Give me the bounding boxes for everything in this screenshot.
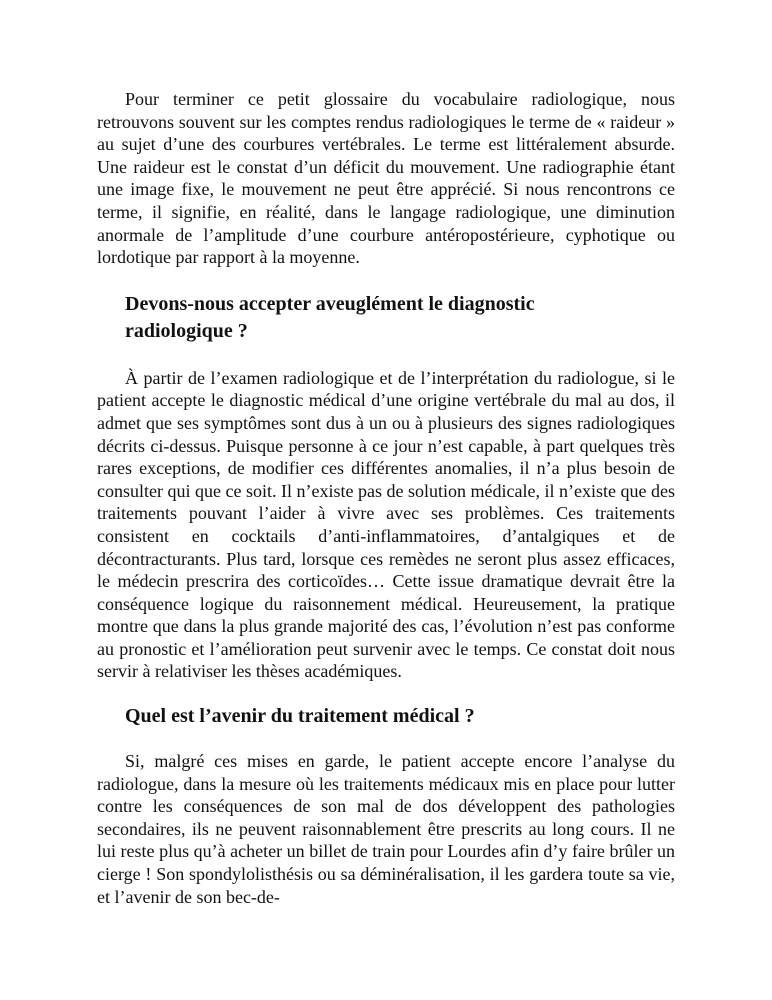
section-heading: Quel est l’avenir du traitement médical ? — [125, 705, 475, 728]
body-paragraph: À partir de l’examen radiologique et de l’interprétation du radiologue, si le patient accepte le diagnostic médical d’une origine vertébrale du mal au dos, il admet que ses symptômes sont dus à un ou à plusieurs des signes radiologiques décrits ci-dessus. Puisque personne à ce jour n’est capable, à part quelques très rares exceptions, de modifier ces différentes anomalies, il n’a plus besoin de consulter qui que ce soit. Il n’existe pas de solution médicale, il n’existe que des traitements pouvant l’aider à vivre avec ses problèmes. Ces traitements consistent en cocktails d’anti-inflammatoires, d’antalgiques et de décontracturants. Plus tard, lorsque ces remèdes ne seront plus assez efficaces, le médecin prescrira des corticoïdes… Cette issue dramatique devrait être la conséquence logique du raisonnement médical. Heureusement, la pratique montre que dans la plus grande majorité des cas, l’évolution n’est pas conforme au pronostic et l’amélioration peut survenir avec le temps. Ce constat doit nous servir à relativiser les thèses académiques. — [97, 367, 675, 682]
section-heading: Devons-nous accepter aveuglément le diagnostic radiologique ? — [125, 292, 535, 342]
body-paragraph: Pour terminer ce petit glossaire du vocabulaire radiologique, nous retrouvons souvent sur les comptes rendus radiologiques le terme de « raideur » au sujet d’une des courbures vertébrales. Le terme est littéralement absurde. Une raideur est le constat d’un déficit du mouvement. Une radiographie étant une image fixe, le mouvement ne peut être apprécié. Si nous rencontrons ce terme, il signifie, en réalité, dans le langage radiologique, une diminution anormale de l’amplitude d’une courbure antéropostérieure, cyphotique ou lordotique par rapport à la moyenne. — [97, 89, 675, 268]
body-paragraph: Si, malgré ces mises en garde, le patient accepte encore l’analyse du radiologue, dans la mesure où les traitements médicaux mis en place pour lutter contre les conséquences de son mal de dos développent des pathologies secondaires, ils ne peuvent raisonnablement être prescrits au long cours. Il ne lui reste plus qu’à acheter un billet de train pour Lourdes afin d’y faire brûler un cierge ! Son spondylolisthésis ou sa déminéralisation, il les gardera toute sa vie, et l’avenir de son bec-de- — [97, 751, 675, 907]
